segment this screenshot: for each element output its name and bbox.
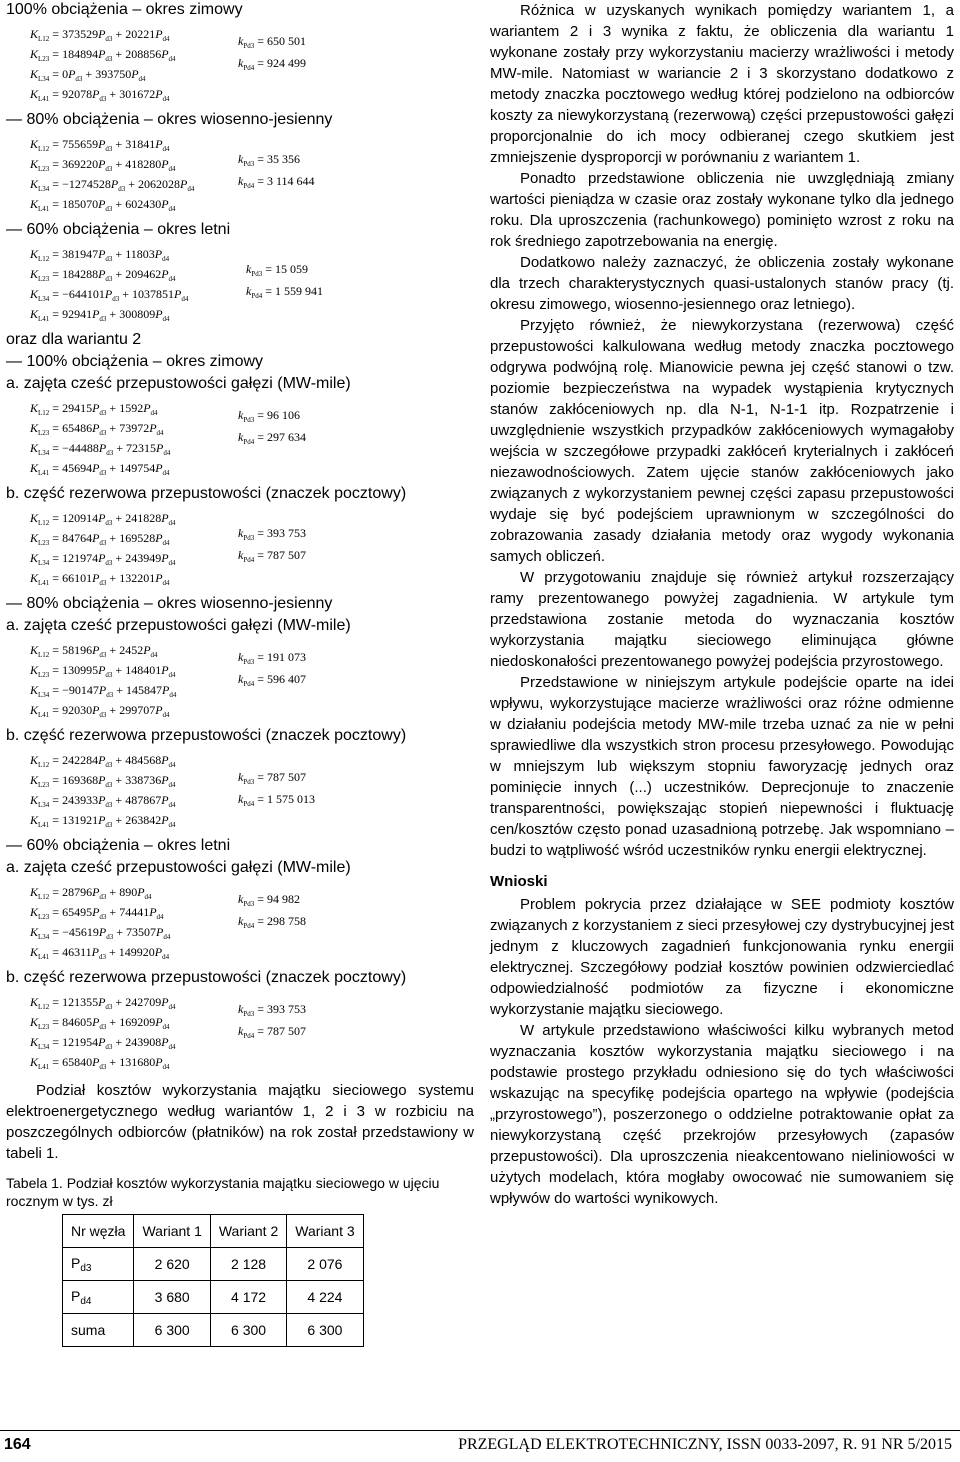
- equation-line: $K_{L41} = 45694P_{d3} + 149754P_{d4}$: [30, 461, 170, 477]
- section-heading: 100% obciążenia – okres zimowy: [6, 1, 243, 18]
- table-cell: 6 300: [287, 1314, 363, 1347]
- equation-line: $K_{L12} = 28796P_{d3} + 890P_{d4}$: [30, 885, 152, 901]
- coefficient-value: $k_{Pd4} = 787$ 507: [238, 1024, 307, 1040]
- table-cell: 3 680: [134, 1281, 210, 1314]
- equation-line: $K_{L41} = 92941P_{d3} + 300809P_{d4}$: [30, 307, 170, 323]
- equation-line: $K_{L23} = 369220P_{d3} + 418280P_{d4}$: [30, 157, 176, 173]
- table-cell: 6 300: [210, 1314, 286, 1347]
- equation-group: [6, 750, 474, 830]
- equation-line: $K_{L34} = -90147P_{d3} + 145847P_{d4}$: [30, 683, 177, 699]
- equation-group: [6, 882, 474, 962]
- equation-group: [6, 244, 474, 324]
- section-heading: b. część rezerwowa przepustowości (znaczek pocztowy): [6, 969, 407, 986]
- equation-group: [6, 24, 474, 104]
- equation-line: $K_{L41} = 185070P_{d3} + 602430P_{d4}$: [30, 197, 176, 213]
- equation-line: $K_{L23} = 184894P_{d3} + 208856P_{d4}$: [30, 47, 176, 63]
- section-heading: a. zajęta cześć przepustowości gałęzi (MW-mile): [6, 617, 351, 634]
- table-cell: $P_{d3}$: [63, 1248, 134, 1281]
- coefficient-value: $k_{Pd4} = 596$ 407: [238, 672, 307, 688]
- coefficient-value: $k_{Pd3} = 35$ 356: [238, 152, 301, 168]
- equation-line: $K_{L34} = 0P_{d3} + 393750P_{d4}$: [30, 67, 146, 83]
- coefficient-value: $k_{Pd4} = 297$ 634: [238, 430, 307, 446]
- section-heading: — 80% obciążenia – okres wiosenno-jesienny: [6, 110, 474, 130]
- equation-line: $K_{L34} = -45619P_{d3} + 73507P_{d4}$: [30, 925, 171, 941]
- coefficient-value: $k_{Pd3} = 650$ 501: [238, 34, 307, 50]
- table-caption: Tabela 1. Podział kosztów wykorzystania majątku sieciowego w ujęciu rocznym w tys. zł: [6, 1175, 440, 1209]
- section-heading: b. część rezerwowa przepustowości (znaczek pocztowy): [6, 485, 407, 502]
- equation-line: $K_{L23} = 65486P_{d3} + 73972P_{d4}$: [30, 421, 164, 437]
- cost-table: [62, 1214, 364, 1347]
- left-column: [6, 0, 474, 1347]
- coefficient-value: $k_{Pd4} = 3$ 114 644: [238, 174, 315, 190]
- table-header-cell: Wariant 3: [287, 1215, 363, 1248]
- equation-line: $K_{L23} = 184288P_{d3} + 209462P_{d4}$: [30, 267, 176, 283]
- table-cell: 2 128: [210, 1248, 286, 1281]
- equation-line: $K_{L41} = 92078P_{d3} + 301672P_{d4}$: [30, 87, 170, 103]
- coefficient-value: $k_{Pd3} = 393$ 753: [238, 1002, 307, 1018]
- section-heading: oraz dla wariantu 2: [6, 331, 142, 348]
- table-cell: 2 620: [134, 1248, 210, 1281]
- table-cell: $P_{d4}$: [63, 1281, 134, 1314]
- coefficient-value: $k_{Pd3} = 15$ 059: [246, 262, 309, 278]
- equation-line: $K_{L12} = 381947P_{d3} + 11803P_{d4}$: [30, 247, 170, 263]
- coefficient-value: $k_{Pd4} = 298$ 758: [238, 914, 307, 930]
- equation-line: $K_{L41} = 131921P_{d3} + 263842P_{d4}$: [30, 813, 176, 829]
- section-heading: — 60% obciążenia – okres letni: [6, 836, 474, 856]
- section-heading: — 60% obciążenia – okres letni: [6, 220, 474, 240]
- equation-line: $K_{L23} = 65495P_{d3} + 74441P_{d4}$: [30, 905, 164, 921]
- equation-line: $K_{L34} = 121954P_{d3} + 243908P_{d4}$: [30, 1035, 176, 1051]
- table-header-row: [63, 1215, 364, 1248]
- equation-line: $K_{L12} = 121355P_{d3} + 242709P_{d4}$: [30, 995, 176, 1011]
- paragraph: W artykule przedstawiono właściwości kilku wybranych metod wyznaczania kosztów wykorzystania majątku sieciowego i na podstawie prostego przykładu odniesiono się do tych właściwości wskazując na specyfikę podejścia opartego na wpływie (podejścia „przyrostowego”), poszerzonego o oddzielne potraktowanie opłat za niewykorzystaną część przekrojów przesyłowych (zapasów przepustowości). Dla uproszczenia nieakcentowano nieliniowości w użytych modelach, która mogłaby owocować nie sumowaniem się wpływów do wartości wynikowych.: [490, 1022, 954, 1207]
- equation-group: [6, 640, 474, 720]
- coefficient-value: $k_{Pd3} = 191$ 073: [238, 650, 307, 666]
- table-row: [63, 1248, 364, 1281]
- page-footer: [0, 1436, 960, 1456]
- section-heading: a. zajęta cześć przepustowości gałęzi (MW-mile): [6, 859, 351, 876]
- table-cell: 6 300: [134, 1314, 210, 1347]
- equation-line: $K_{L12} = 29415P_{d3} + 1592P_{d4}$: [30, 401, 158, 417]
- footer-rule: [0, 1430, 960, 1431]
- paragraph: Przedstawione w niniejszym artykule podejście oparte na idei wpływu, wykorzystujące macierze wrażliwości oraz różne odmienne w działaniu podejścia metody MW-mile trzeba uznać za nie w pełni sprawiedliwe dla wszystkich stron procesu przesyłowego. Powodując w mniejszym lub większym stopniu faworyzację jednych oraz pominięcie innych (...) uczestników. Deprecjonuje to znaczenie transparentności, powiększając stopień niepewności i fluktuację cen/kosztów często ponad uzasadnioną potrzebę. Jak wspomniano – budzi to wątpliwość wśród uczestników rynku energii elektrycznej.: [490, 674, 954, 859]
- table-cell: 4 224: [287, 1281, 363, 1314]
- paragraph: Podział kosztów wykorzystania majątku sieciowego systemu elektroenergetycznego według wariantów 1, 2 i 3 w rozbiciu na poszczególnych odbiorców (płatników) na rok został przedstawiony w tabeli 1.: [6, 1082, 474, 1162]
- equation-line: $K_{L34} = 243933P_{d3} + 487867P_{d4}$: [30, 793, 176, 809]
- coefficient-value: $k_{Pd4} = 924$ 499: [238, 56, 307, 72]
- section-heading: b. część rezerwowa przepustowości (znaczek pocztowy): [6, 727, 407, 744]
- paragraph: Problem pokrycia przez działające w SEE podmioty kosztów związanych z korzystaniem z sieci przesyłowej czy dystrybucyjnej jest jednym z kluczowych zagadnień funkcjonowania rynku energii elektrycznej. Szczegółowy podział kosztów powinien odzwierciedlać odpowiedzialność podmiotów za fizyczne i ekonomiczne wykorzystanie majątku sieciowego.: [490, 896, 954, 1018]
- table-row: [63, 1281, 364, 1314]
- section-heading: — 100% obciążenia – okres zimowy: [6, 352, 474, 372]
- paragraph: Dodatkowo należy zaznaczyć, że obliczenia zostały wykonane dla trzech charakterystycznych quasi-ustalonych stanów pracy (tj. okresu zimowego, wiosenno-jesiennego oraz letniego).: [490, 254, 954, 313]
- equation-line: $K_{L12} = 755659P_{d3} + 31841P_{d4}$: [30, 137, 170, 153]
- section-heading: a. zajęta cześć przepustowości gałęzi (MW-mile): [6, 375, 351, 392]
- coefficient-value: $k_{Pd3} = 393$ 753: [238, 526, 307, 542]
- equation-line: $K_{L41} = 92030P_{d3} + 299707P_{d4}$: [30, 703, 170, 719]
- paragraph: Różnica w uzyskanych wynikach pomiędzy wariantem 1, a wariantem 2 i 3 wynika z faktu, że obliczenia dla wariantu 1 wykonane zostały przy wykorzystaniu macierzy wrażliwości i metody MW-mile. Natomiast w wariancie 2 i 3 skorzystano dodatkowo z metody znaczka pocztowego według której podzielono na odbiorców koszty za niewykorzystaną (rezerwową) części przepustowości gałęzi proporcjonalnie do ich mocy odbieranej czego skutkiem jest zmniejszenie dysproporcji w porównaniu z wariantem 1.: [490, 2, 954, 166]
- page-number: 164: [4, 1436, 31, 1453]
- equation-line: $K_{L41} = 66101P_{d3} + 132201P_{d4}$: [30, 571, 170, 587]
- coefficient-value: $k_{Pd4} = 787$ 507: [238, 548, 307, 564]
- journal-name: PRZEGLĄD ELEKTROTECHNICZNY, ISSN 0033-2097, R. 91 NR 5/2015: [458, 1436, 952, 1453]
- table-cell: 4 172: [210, 1281, 286, 1314]
- table-cell: 2 076: [287, 1248, 363, 1281]
- equation-group: [6, 992, 474, 1072]
- equation-line: $K_{L34} = 121974P_{d3} + 243949P_{d4}$: [30, 551, 176, 567]
- table-cell: suma: [63, 1314, 134, 1347]
- equation-line: $K_{L12} = 120914P_{d3} + 241828P_{d4}$: [30, 511, 176, 527]
- coefficient-value: $k_{Pd4} = 1$ 559 941: [246, 284, 324, 300]
- coefficient-value: $k_{Pd3} = 96$ 106: [238, 408, 301, 424]
- paragraph: Ponadto przedstawione obliczenia nie uwzględniają zmiany wartości pieniądza w czasie oraz zostały wykonane tylko dla jednego roku. Dla uproszczenia (rachunkowego) pominięto wzrost z roku na rok średniego zapotrzebowania na energię.: [490, 170, 954, 250]
- equation-line: $K_{L41} = 46311P_{d3} + 149920P_{d4}$: [30, 945, 170, 961]
- equation-line: $K_{L23} = 169368P_{d3} + 338736P_{d4}$: [30, 773, 176, 789]
- table-header-cell: Nr węzła: [63, 1215, 134, 1248]
- equation-line: $K_{L23} = 84764P_{d3} + 169528P_{d4}$: [30, 531, 170, 547]
- equation-group: [6, 398, 474, 478]
- table-row: [63, 1314, 364, 1347]
- equation-line: $K_{L34} = -644101P_{d3} + 1037851P_{d4}$: [30, 287, 189, 303]
- equation-line: $K_{L23} = 130995P_{d3} + 148401P_{d4}$: [30, 663, 176, 679]
- paragraph: Przyjęto również, że niewykorzystana (rezerwowa) część przepustowości kalkulowana według metody znaczka pocztowego odgrywa podwójną rolę. Mianowicie pewna jej część stanowi o tzw. poziomie bezpieczeństwa na wypadek wystąpienia krytycznych stanów zakłóceniowych np. dla N-1, N-1-1 itp. Rozpatrzenie i uwzględnienie wszystkich przypadków zakłóceniowych wymagałoby wejścia w szczegółowe przypadki zakłóceń kryterialnych i zakłóceń niezawodnościowych. Zatem ujęcie stanów zakłóceniowych jako związanych z wykorzystaniem pewnej części zapasu przepustowości wydaje się być podejściem uprawnionym w szczególności do zobrazowania zasady działania metody oraz wygody wykonania samych obliczeń.: [490, 317, 954, 565]
- equation-line: $K_{L41} = 65840P_{d3} + 131680P_{d4}$: [30, 1055, 170, 1071]
- table-header-cell: Wariant 1: [134, 1215, 210, 1248]
- paragraph: W przygotowaniu znajduje się również artykuł rozszerzający ramy prezentowanego powyżej zagadnienia. W artykule tym przedstawiona zostanie metoda do wyznaczania kosztów wykorzystania majątku sieciowego eliminująca główne niedoskonałości prezentowanego powyżej podejścia przyrostowego.: [490, 569, 954, 670]
- right-column: [490, 0, 954, 1209]
- coefficient-value: $k_{Pd3} = 94$ 982: [238, 892, 301, 908]
- equation-group: [6, 134, 474, 214]
- equation-line: $K_{L12} = 58196P_{d3} + 2452P_{d4}$: [30, 643, 158, 659]
- equation-group: [6, 508, 474, 588]
- section-title-wnioski: Wnioski: [490, 873, 548, 890]
- section-heading: — 80% obciążenia – okres wiosenno-jesienny: [6, 594, 474, 614]
- equation-line: $K_{L23} = 84605P_{d3} + 169209P_{d4}$: [30, 1015, 170, 1031]
- equation-line: $K_{L34} = -1274528P_{d3} + 2062028P_{d4}$: [30, 177, 195, 193]
- coefficient-value: $k_{Pd3} = 787$ 507: [238, 770, 307, 786]
- table-header-cell: Wariant 2: [210, 1215, 286, 1248]
- coefficient-value: $k_{Pd4} = 1$ 575 013: [238, 792, 316, 808]
- equation-line: $K_{L12} = 373529P_{d3} + 20221P_{d4}$: [30, 27, 170, 43]
- equation-line: $K_{L34} = -44488P_{d3} + 72315P_{d4}$: [30, 441, 171, 457]
- equation-line: $K_{L12} = 242284P_{d3} + 484568P_{d4}$: [30, 753, 176, 769]
